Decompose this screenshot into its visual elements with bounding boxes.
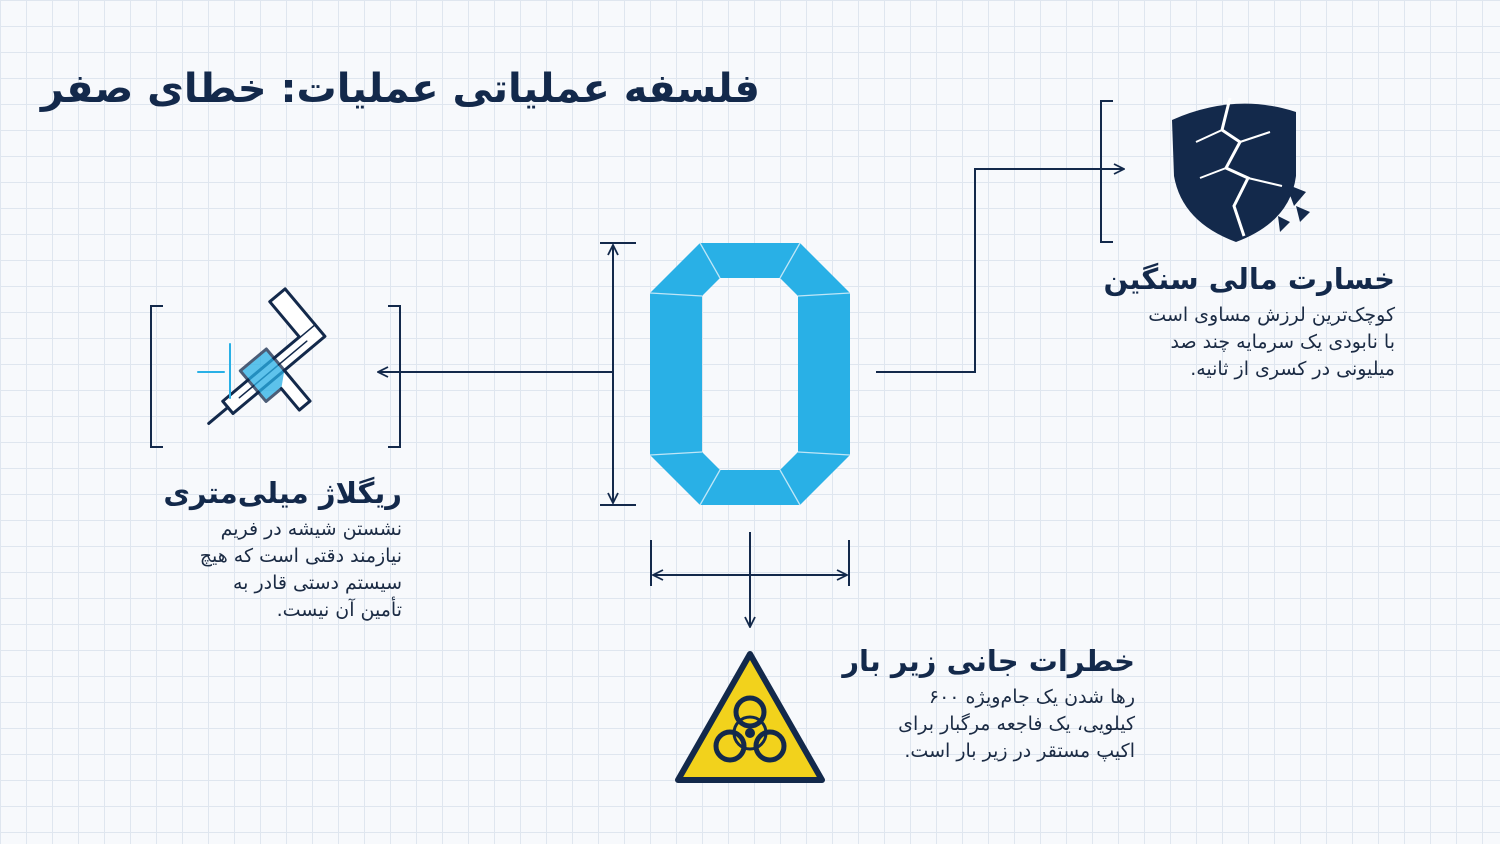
hazard-block [820, 644, 1135, 765]
precision-line: نیازمند دقتی است که هیچ [199, 545, 402, 567]
precision-line: تأمین آن نیست. [276, 599, 402, 621]
biohazard-icon [678, 654, 822, 780]
precision-body [110, 516, 402, 624]
broken-shield-icon [1172, 98, 1310, 242]
loss-line: با نابودی یک سرمایه چند صد [1170, 331, 1395, 353]
loss-line: کوچک‌ترین لرزش مساوی است [1148, 304, 1395, 326]
bracket-loss [1101, 101, 1113, 242]
hazard-line: کیلویی، یک فاجعه مرگبار برای [898, 713, 1135, 735]
precision-line: سیستم دستی قادر به [232, 572, 402, 594]
hazard-line: رها شدن یک جام‌ویژه ۶۰۰ [928, 686, 1135, 708]
hazard-heading: خطرات جانی زیر بار [842, 644, 1135, 678]
financial-loss-block [1080, 262, 1395, 383]
precision-line: نشستن شیشه در فریم [220, 518, 402, 540]
zero-symbol [650, 243, 850, 505]
loss-body [1080, 302, 1395, 383]
bracket-precision-left [151, 306, 163, 447]
bracket-precision-right [388, 306, 400, 447]
caliper-icon [174, 289, 351, 460]
precision-block [110, 476, 402, 624]
height-dimension [600, 243, 636, 505]
loss-heading: خسارت مالی سنگین [1103, 262, 1395, 296]
page-title: فلسفه عملیاتی عملیات: خطای صفر [40, 66, 760, 112]
precision-heading: ریگلاژ میلی‌متری [163, 476, 402, 510]
hazard-line: اکیپ مستقر در زیر بار است. [904, 740, 1135, 762]
hazard-body [820, 684, 1135, 765]
loss-line: میلیونی در کسری از ثانیه. [1190, 358, 1395, 380]
